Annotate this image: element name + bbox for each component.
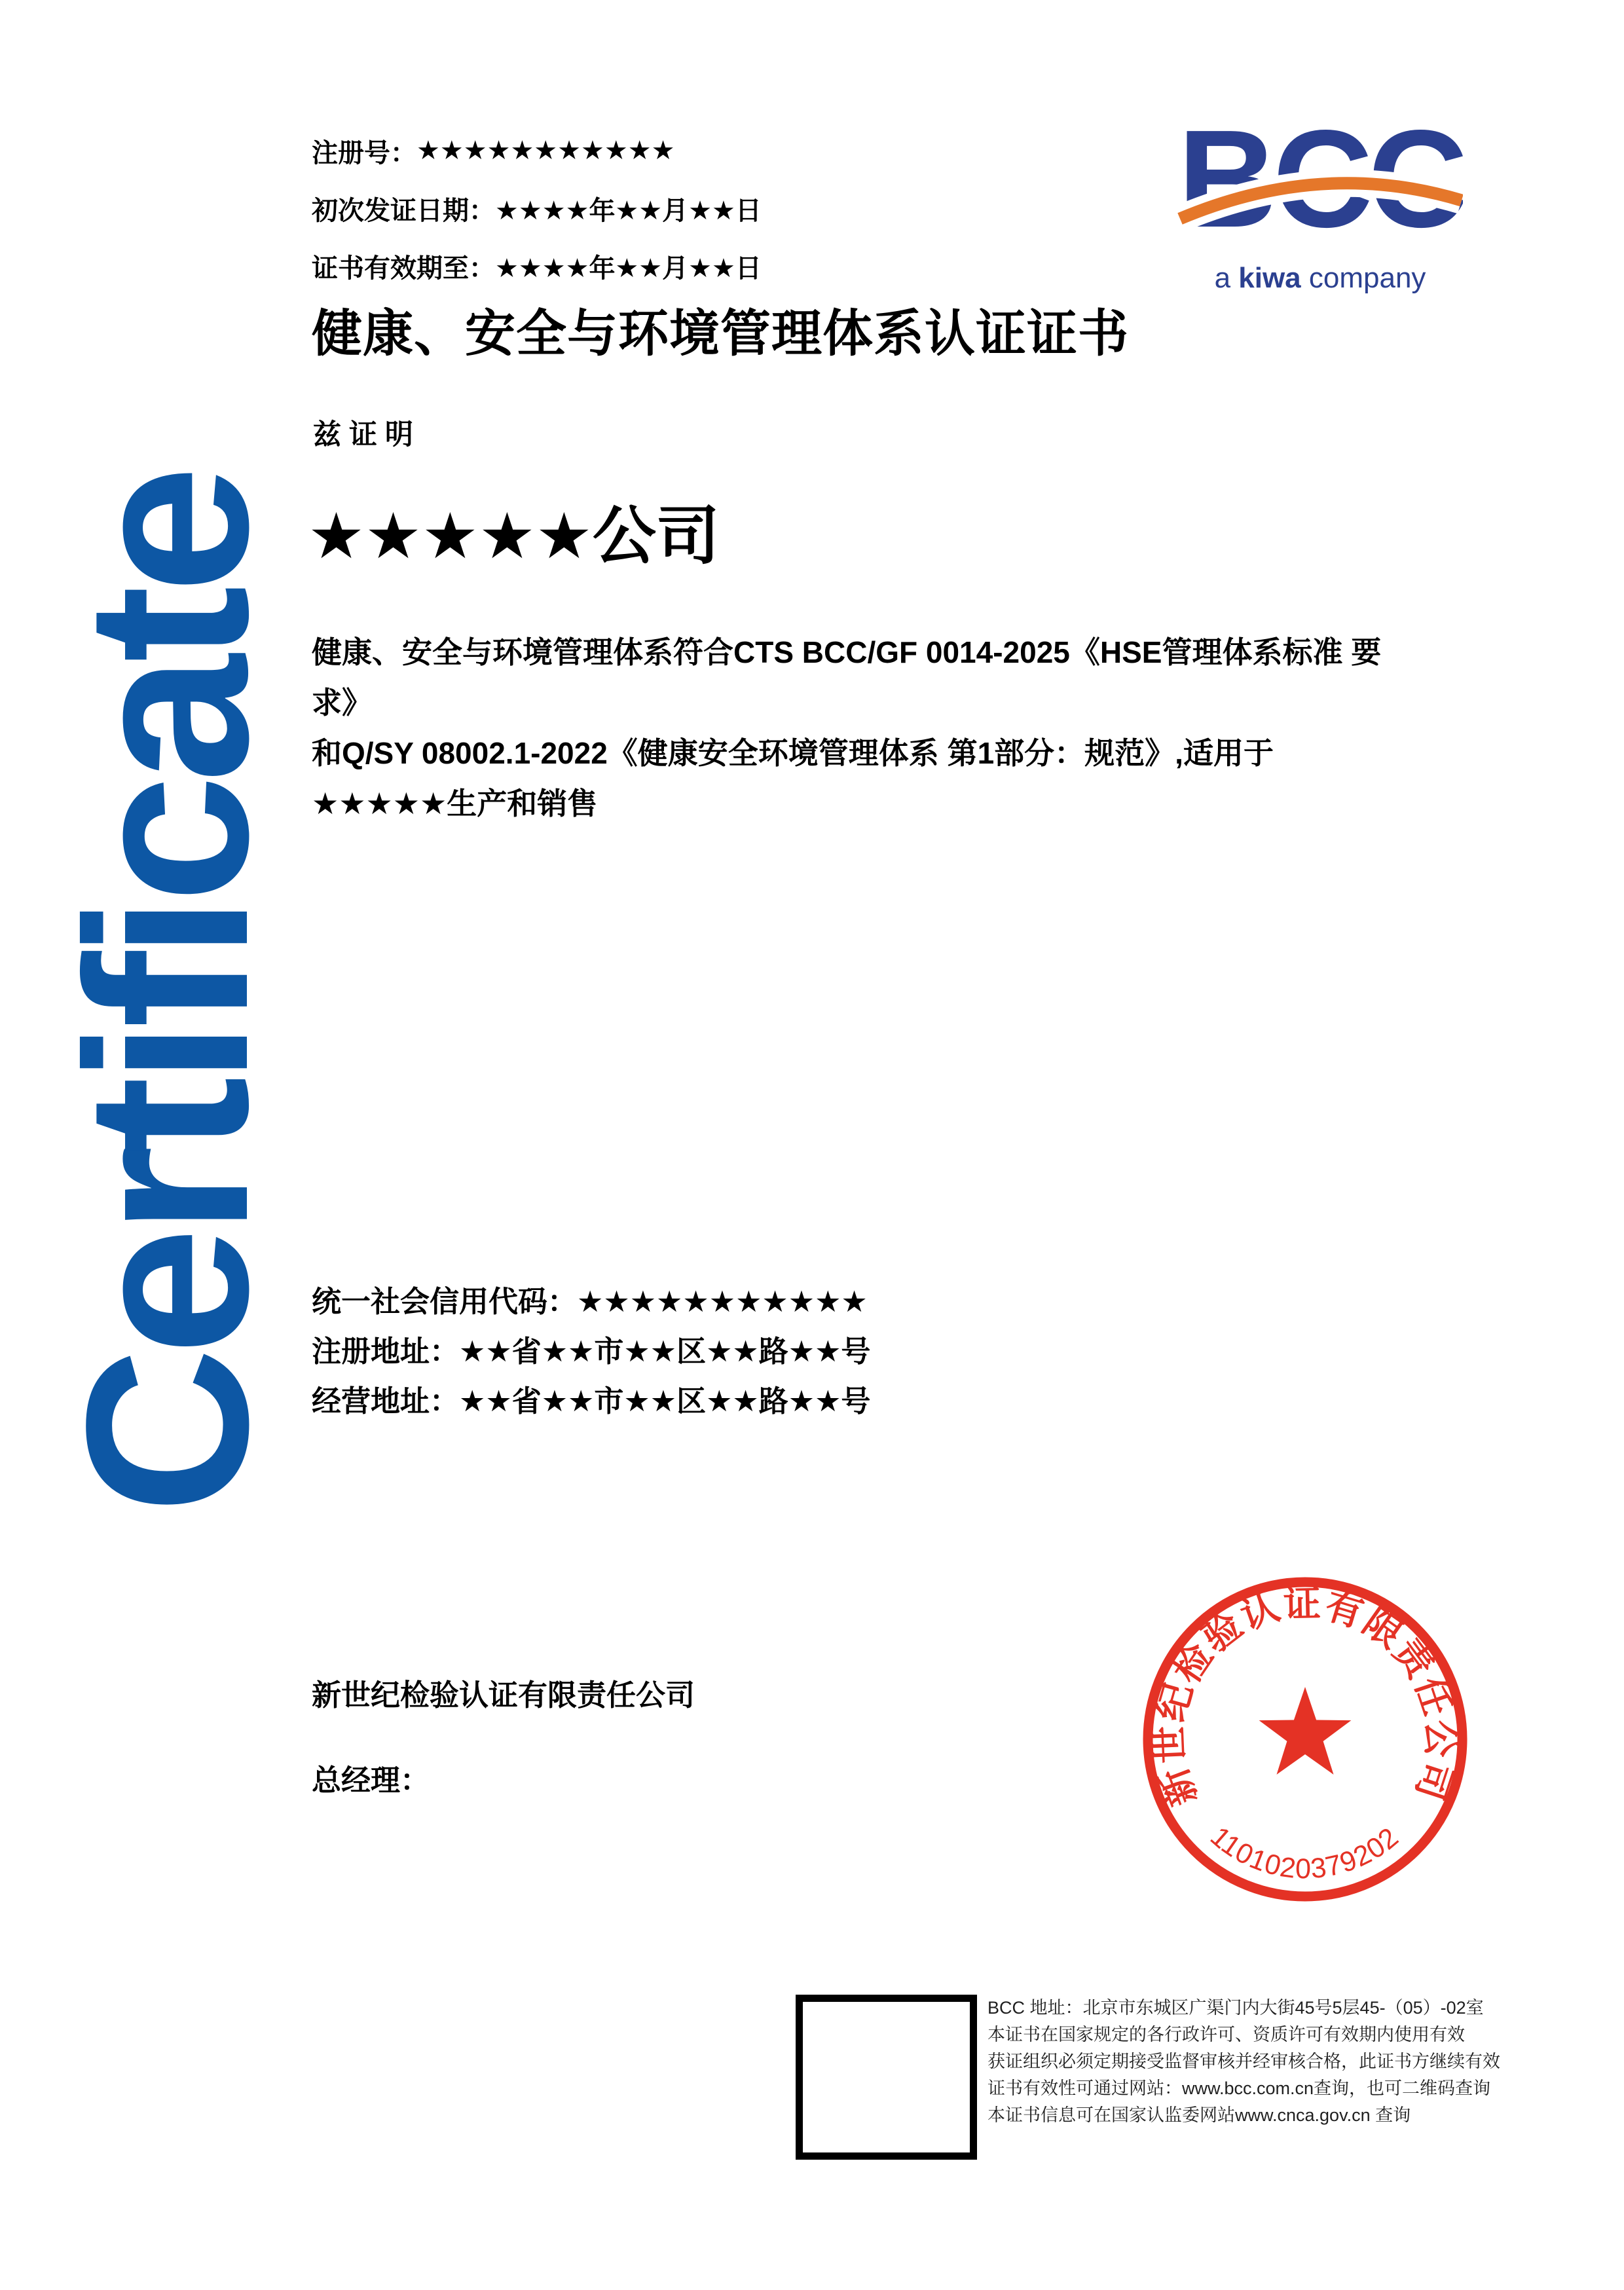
first-issue-date-value: ★★★★年★★月★★日 — [495, 196, 762, 225]
valid-until-row — [312, 237, 762, 295]
valid-until-value: ★★★★年★★月★★日 — [495, 253, 762, 283]
scope-line: 健康、安全与环境管理体系符合CTS BCC/GF 0014-2025《HSE管理体系标准 要求》 — [312, 635, 1382, 720]
bcc-logo — [1177, 98, 1463, 263]
certificate-banner-text: Certificate — [38, 473, 296, 1514]
footer-line-cnca-check: 本证书信息可在国家认监委网站www.cnca.gov.cn 查询 — [987, 2105, 1411, 2125]
company-seal — [1137, 1570, 1478, 1911]
certificate-banner — [38, 64, 297, 1514]
registered-address-row — [312, 1327, 870, 1376]
bcc-logo-graphic — [1177, 98, 1463, 263]
footer-line-surveillance: 获证组织必须定期接受监督审核并经审核合格，此证书方继续有效 — [987, 2052, 1500, 2071]
footer-line-website-check: 证书有效性可通过网站：www.bcc.com.cn查询，也可二维码查询 — [987, 2078, 1491, 2098]
business-address-label: 经营地址： — [312, 1384, 460, 1418]
scope-paragraph — [312, 627, 1412, 829]
registered-address-label: 注册地址： — [312, 1335, 460, 1368]
bcc-wordmark: BCC — [1177, 101, 1463, 256]
business-address-row — [312, 1376, 870, 1426]
credit-code-label: 统一社会信用代码： — [312, 1285, 578, 1318]
tagline-kiwa: kiwa — [1238, 262, 1301, 294]
business-address-value: ★★省★★市★★区★★路★★号 — [459, 1384, 871, 1418]
tagline-prefix: a — [1214, 262, 1239, 294]
seal-star-icon — [1259, 1687, 1352, 1775]
first-issue-date-label: 初次发证日期： — [312, 196, 495, 225]
general-manager-label: 总经理： — [312, 1764, 430, 1797]
tagline-suffix: company — [1301, 262, 1426, 294]
attestation-text: 兹 证 明 — [313, 419, 413, 451]
registration-info — [312, 122, 762, 295]
registration-number-label: 注册号： — [312, 138, 416, 168]
scope-line: 和Q/SY 08002.1-2022《健康安全环境管理体系 第1部分：规范》,适用于 — [312, 736, 1274, 770]
footer-line-bcc-address: BCC 地址：北京市东城区广渠门内大街45号5层45-（05）-02室 — [987, 1998, 1484, 2018]
seal-ring-text: 新世纪检验认证有限责任公司 — [1149, 1583, 1462, 1812]
scope-line: ★★★★★生产和销售 — [312, 786, 598, 821]
issuer-company-name: 新世纪检验认证有限责任公司 — [312, 1678, 695, 1712]
credit-code-row — [312, 1277, 870, 1327]
credit-code-value: ★★★★★★★★★★★ — [577, 1285, 868, 1318]
qr-code-placeholder — [796, 1995, 977, 2160]
registration-number-value: ★★★★★★★★★★★ — [416, 136, 675, 165]
company-seal-graphic — [1137, 1570, 1478, 1911]
footer-line-validity: 本证书在国家规定的各行政许可、资质许可有效期内使用有效 — [987, 2025, 1465, 2044]
registered-address-value: ★★省★★市★★区★★路★★号 — [459, 1335, 871, 1368]
kiwa-tagline — [1177, 262, 1463, 295]
footer-notes — [987, 1995, 1500, 2129]
registration-number-row — [312, 122, 762, 179]
certified-company-name: ★★★★★公司 — [308, 500, 720, 572]
seal-number: 1101020379202 — [1204, 1820, 1405, 1885]
first-issue-date-row — [312, 179, 762, 237]
company-details — [312, 1277, 870, 1426]
certificate-title: 健康、安全与环境管理体系认证证书 — [312, 306, 1129, 362]
valid-until-label: 证书有效期至： — [312, 253, 495, 283]
